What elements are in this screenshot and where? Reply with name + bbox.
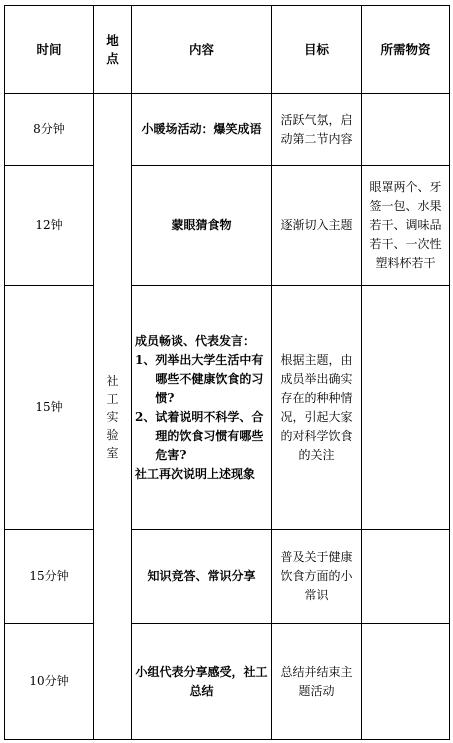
content-list <box>135 351 268 465</box>
list-item-number: 2、 <box>135 409 156 424</box>
time-cell: 15钟 <box>5 286 94 530</box>
materials-cell <box>362 624 450 740</box>
goal-cell: 总结并结束主题活动 <box>272 624 362 740</box>
goal-cell: 逐渐切入主题 <box>272 166 362 286</box>
goal-cell: 活跃气氛，启动第二节内容 <box>272 94 362 166</box>
header-content: 内容 <box>132 6 272 94</box>
header-materials: 所需物资 <box>362 6 450 94</box>
content-cell <box>132 286 272 530</box>
goal-cell: 普及关于健康饮食方面的小常识 <box>272 530 362 624</box>
table-row <box>5 530 450 624</box>
list-item-number: 1、 <box>135 352 156 367</box>
content-cell: 知识竞答、常识分享 <box>132 530 272 624</box>
time-cell: 8分钟 <box>5 94 94 166</box>
content-cell: 小暖场活动：爆笑成语 <box>132 94 272 166</box>
content-cell: 小组代表分享感受，社工总结 <box>132 624 272 740</box>
header-time: 时间 <box>5 6 94 94</box>
header-goal: 目标 <box>272 6 362 94</box>
list-item <box>135 351 268 408</box>
time-cell: 15分钟 <box>5 530 94 624</box>
list-item-text: 试着说明不科学、合理的饮食习惯有哪些危害? <box>155 409 264 462</box>
time-cell: 10分钟 <box>5 624 94 740</box>
list-item <box>135 408 268 465</box>
content-intro: 成员畅谈、代表发言： <box>135 333 256 348</box>
time-cell: 12钟 <box>5 166 94 286</box>
materials-cell <box>362 286 450 530</box>
header-row <box>5 6 450 94</box>
header-place: 地点 <box>94 6 132 94</box>
list-item-text: 列举出大学生活中有哪些不健康饮食的习惯? <box>155 352 264 405</box>
content-outro: 社工再次说明上述现象 <box>135 466 256 481</box>
table-row <box>5 624 450 740</box>
place-cell <box>94 94 132 740</box>
table-row <box>5 94 450 166</box>
materials-cell: 眼罩两个、牙签一包、水果若干、调味品若干、一次性塑料杯若干 <box>362 166 450 286</box>
table-row <box>5 286 450 530</box>
activity-schedule-table <box>4 5 450 740</box>
materials-cell <box>362 530 450 624</box>
place-text: 社工实验室 <box>106 373 119 460</box>
goal-cell: 根据主题，由成员举出确实存在的种种情况，引起大家的对科学饮食的关注 <box>272 286 362 530</box>
content-cell: 蒙眼猜食物 <box>132 166 272 286</box>
materials-cell <box>362 94 450 166</box>
table-row <box>5 166 450 286</box>
